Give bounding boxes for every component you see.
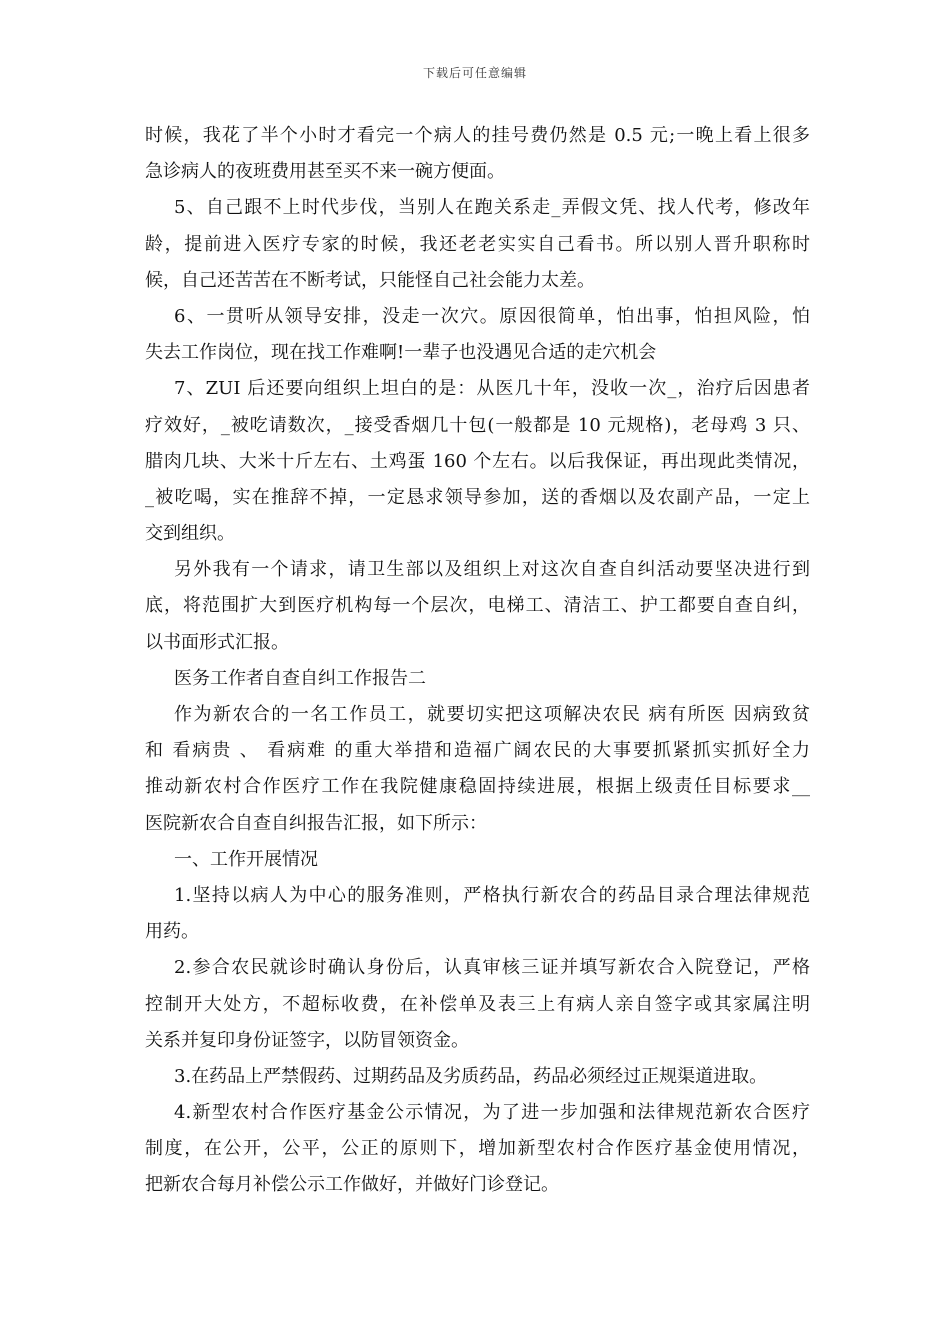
- page-header: 下载后可任意编辑: [422, 66, 527, 80]
- text-line: 5、自己跟不上时代步伐，当别人在跑关系走_弄假文凭、找人代考，修改年: [174, 197, 810, 219]
- text-line: 关系并复印身份证签字，以防冒领资金。: [145, 1029, 469, 1051]
- text-line: 急诊病人的夜班费用甚至买不来一碗方便面。: [145, 161, 505, 183]
- text-line: 时候，我花了半个小时才看完一个病人的挂号费仍然是 0.5 元;一晚上看上很多: [145, 125, 810, 146]
- document-body: [145, 118, 810, 1204]
- text-line: 制度，在公开，公平，公正的原则下，增加新型农村合作医疗基金使用情况，: [145, 1138, 810, 1160]
- text-line: 一、工作开展情况: [174, 848, 318, 870]
- text-line: 7、ZUI 后还要向组织上坦白的是：从医几十年，没收一次_，治疗后因患者: [174, 378, 810, 400]
- text-line: 1.坚持以病人为中心的服务准则，严格执行新农合的药品目录合理法律规范: [174, 884, 810, 906]
- text-line: 2.参合农民就诊时确认身份后，认真审核三证并填写新农合入院登记，严格: [174, 957, 810, 979]
- text-line: 龄，提前进入医疗专家的时候，我还老老实实自己看书。所以别人晋升职称时: [145, 233, 810, 255]
- text-line: 底，将范围扩大到医疗机构每一个层次，电梯工、清洁工、护工都要自查自纠，: [145, 595, 810, 617]
- text-line: 4.新型农村合作医疗基金公示情况，为了进一步加强和法律规范新农合医疗: [174, 1102, 810, 1124]
- text-line: 疗效好，_被吃请数次，_接受香烟几十包(一般都是 10 元规格)，老母鸡 3 只、: [145, 414, 810, 436]
- text-line: 失去工作岗位，现在找工作难啊!一辈子也没遇见合适的走穴机会: [145, 342, 657, 364]
- text-line: 腊肉几块、大米十斤左右、土鸡蛋 160 个左右。以后我保证，再出现此类情况，: [145, 450, 810, 472]
- text-line: 控制开大处方，不超标收费，在补偿单及表三上有病人亲自签字或其家属注明: [145, 993, 810, 1015]
- text-line: 3.在药品上严禁假药、过期药品及劣质药品，药品必须经过正规渠道进取。: [174, 1065, 768, 1087]
- text-line: 交到组织。: [145, 523, 235, 545]
- text-line: 医院新农合自查自纠报告汇报，如下所示：: [145, 812, 487, 834]
- text-line: 推动新农村合作医疗工作在我院健康稳固持续进展，根据上级责任目标要求__: [145, 776, 810, 798]
- text-line: 6、一贯听从领导安排，没走一次穴。原因很简单，怕出事，怕担风险，怕: [174, 305, 810, 327]
- text-line: _被吃喝，实在推辞不掉，一定恳求领导参加，送的香烟以及农副产品，一定上: [145, 486, 810, 508]
- text-line: 候，自己还苦苦在不断考试，只能怪自己社会能力太差。: [145, 269, 595, 291]
- text-line: 把新农合每月补偿公示工作做好，并做好门诊登记。: [145, 1174, 559, 1196]
- text-line: 作为新农合的一名工作员工，就要切实把这项解决农民 病有所医 因病致贫: [174, 704, 810, 725]
- text-line: 以书面形式汇报。: [145, 631, 289, 653]
- text-line: 医务工作者自查自纠工作报告二: [174, 667, 426, 689]
- text-line: 和 看病贵 、 看病难 的重大举措和造福广阔农民的大事要抓紧抓实抓好全力: [145, 740, 810, 762]
- text-line: 用药。: [145, 921, 199, 943]
- text-line: 另外我有一个请求，请卫生部以及组织上对这次自查自纠活动要坚决进行到: [174, 559, 810, 581]
